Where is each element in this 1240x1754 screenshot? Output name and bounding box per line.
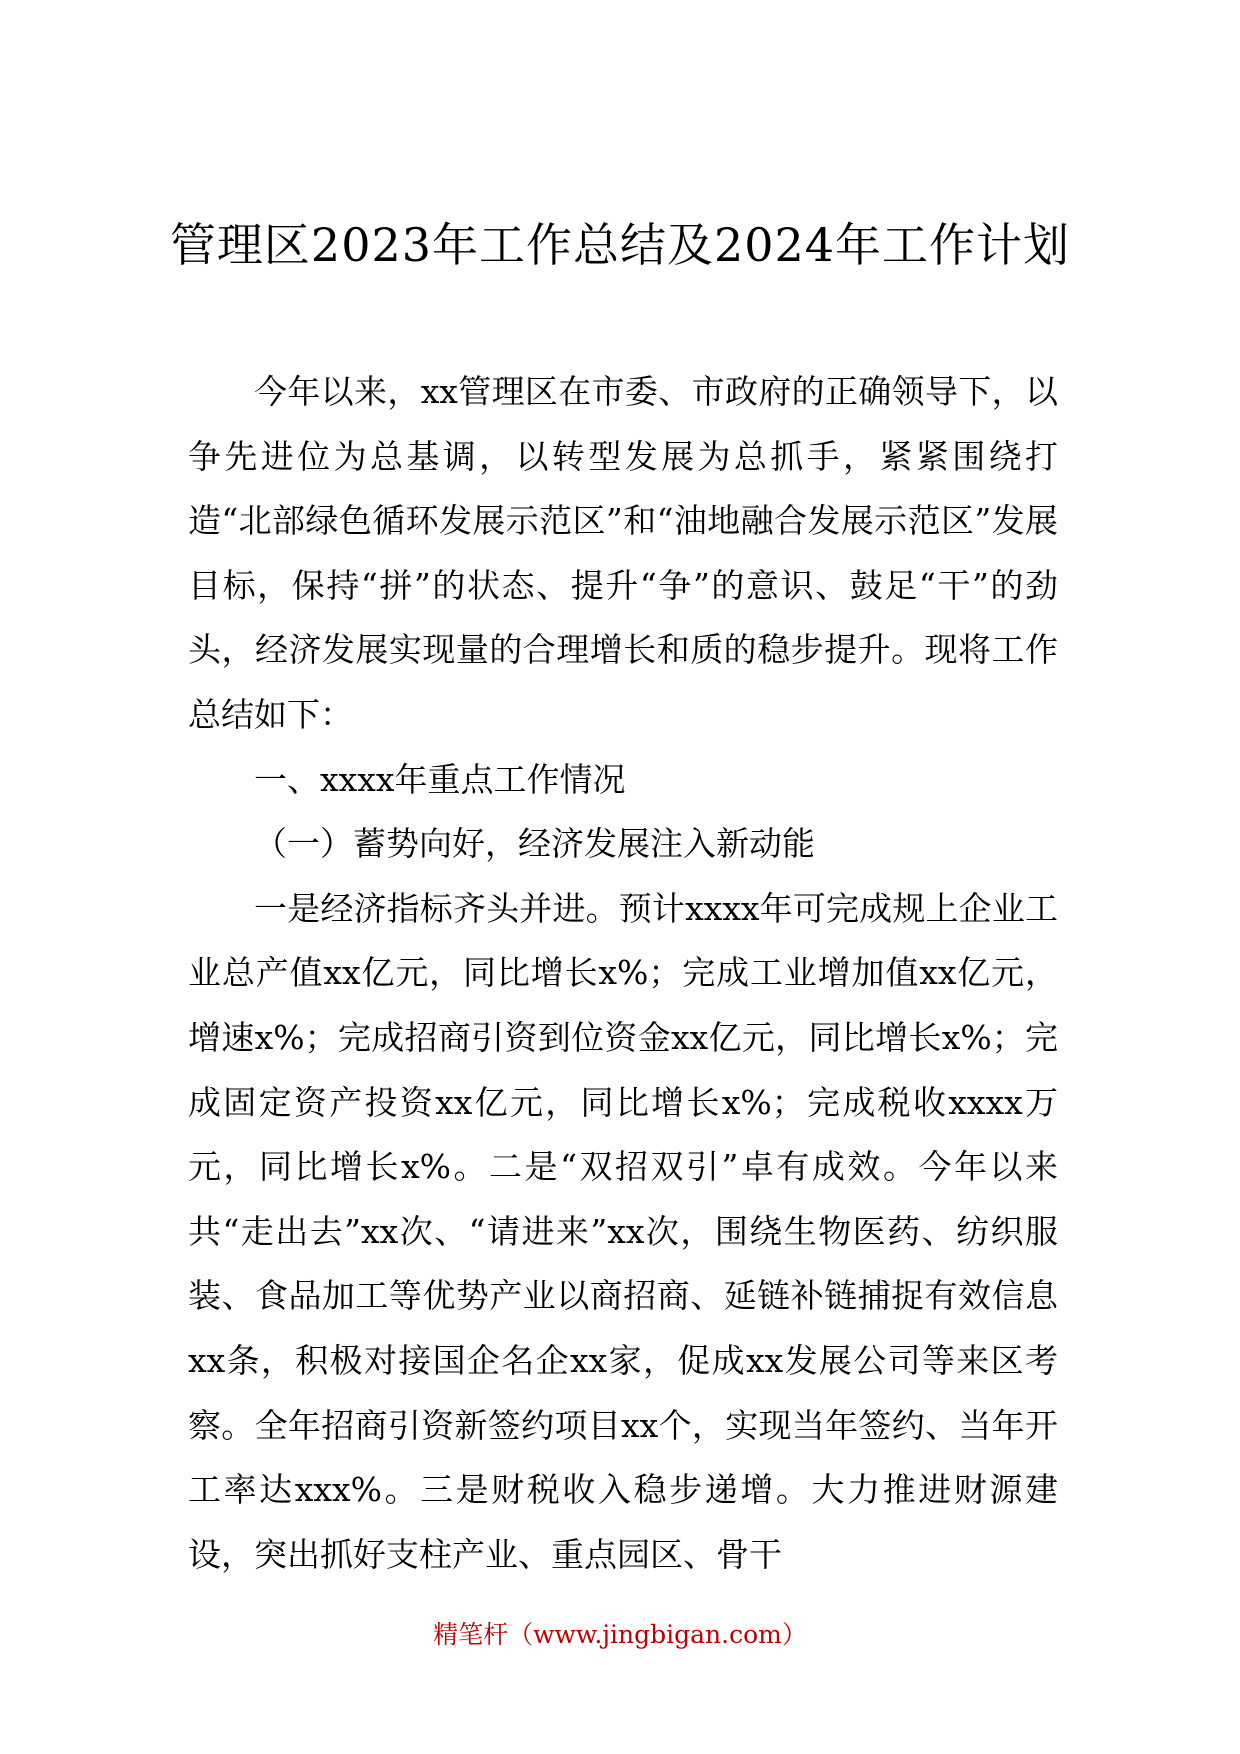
body-paragraph: 一是经济指标齐头并进。预计xxxx年可完成规上企业工业总产值xx亿元，同比增长x%；完成工业增加值xx亿元，增速x%；完成招商引资到位资金xx亿元，同比增长x%；完成固定资产投资xx亿元，同比增长x%；完成税收xxxx万元，同比增长x%。二是“双招双引”卓有成效。今年以来共“走出去”xx次、“请进来”xx次，围绕生物医药、纺织服装、食品加工等优势产业以商招商、延链补链捕捉有效信息xx条，积极对接国企名企xx家，促成xx发展公司等来区考察。全年招商引资新签约项目xx个，实现当年签约、当年开工率达xxx%。三是财税收入稳步递增。大力推进财源建设，突出抓好支柱产业、重点园区、骨干 bbox=[188, 888, 1058, 1574]
section-heading: 一、xxxx年重点工作情况 bbox=[254, 759, 626, 799]
subsection-heading: （一）蓄势向好，经济发展注入新动能 bbox=[254, 824, 815, 864]
footer-watermark: 精笔杆（www.jingbigan.com） bbox=[433, 1620, 807, 1649]
document-title: 管理区2023年工作总结及2024年工作计划 bbox=[169, 218, 1071, 272]
document-body bbox=[188, 360, 1058, 1587]
intro-paragraph: 今年以来，xx管理区在市委、市政府的正确领导下，以争先进位为总基调，以转型发展为总抓手，紧紧围绕打造“北部绿色循环发展示范区”和“油地融合发展示范区”发展目标，保持“拼”的状态、提升“争”的意识、鼓足“干”的劲头，经济发展实现量的合理增长和质的稳步提升。现将工作总结如下： bbox=[188, 372, 1058, 734]
